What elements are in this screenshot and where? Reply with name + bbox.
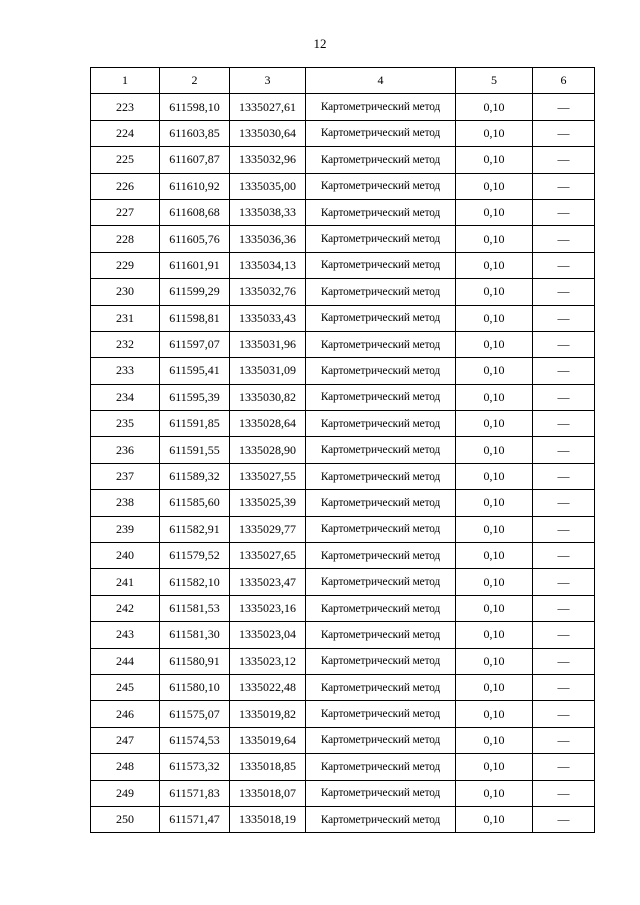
table-row [91, 806, 595, 832]
table-row [91, 463, 595, 489]
accuracy-cell: 0,10 [456, 437, 533, 463]
x-coordinate-cell: 611571,47 [160, 806, 230, 832]
y-coordinate-cell: 1335019,64 [230, 727, 306, 753]
notes-cell: — [533, 279, 595, 305]
column-header-6: 6 [533, 68, 595, 94]
column-header-2: 2 [160, 68, 230, 94]
y-coordinate-cell: 1335032,76 [230, 279, 306, 305]
y-coordinate-cell: 1335018,85 [230, 754, 306, 780]
method-cell: Картометрический метод [306, 173, 456, 199]
y-coordinate-cell: 1335032,96 [230, 147, 306, 173]
notes-cell: — [533, 173, 595, 199]
y-coordinate-cell: 1335035,00 [230, 173, 306, 199]
x-coordinate-cell: 611574,53 [160, 727, 230, 753]
table-row [91, 384, 595, 410]
method-cell: Картометрический метод [306, 252, 456, 278]
point-number-cell: 232 [91, 331, 160, 357]
notes-cell: — [533, 674, 595, 700]
accuracy-cell: 0,10 [456, 279, 533, 305]
accuracy-cell: 0,10 [456, 543, 533, 569]
table-row [91, 279, 595, 305]
method-cell: Картометрический метод [306, 384, 456, 410]
accuracy-cell: 0,10 [456, 569, 533, 595]
notes-cell: — [533, 358, 595, 384]
x-coordinate-cell: 611597,07 [160, 331, 230, 357]
notes-cell: — [533, 727, 595, 753]
x-coordinate-cell: 611580,10 [160, 674, 230, 700]
y-coordinate-cell: 1335022,48 [230, 674, 306, 700]
table-row [91, 569, 595, 595]
y-coordinate-cell: 1335031,96 [230, 331, 306, 357]
table-row [91, 226, 595, 252]
y-coordinate-cell: 1335027,61 [230, 94, 306, 120]
point-number-cell: 229 [91, 252, 160, 278]
method-cell: Картометрический метод [306, 437, 456, 463]
notes-cell: — [533, 331, 595, 357]
column-header-4: 4 [306, 68, 456, 94]
x-coordinate-cell: 611603,85 [160, 120, 230, 146]
table-row [91, 411, 595, 437]
notes-cell: — [533, 516, 595, 542]
table-row [91, 120, 595, 146]
notes-cell: — [533, 411, 595, 437]
page-number: 12 [313, 36, 327, 51]
notes-cell: — [533, 199, 595, 225]
table-row [91, 437, 595, 463]
notes-cell: — [533, 701, 595, 727]
y-coordinate-cell: 1335029,77 [230, 516, 306, 542]
table-row [91, 305, 595, 331]
method-cell: Картометрический метод [306, 780, 456, 806]
notes-cell: — [533, 147, 595, 173]
accuracy-cell: 0,10 [456, 384, 533, 410]
point-number-cell: 230 [91, 279, 160, 305]
method-cell: Картометрический метод [306, 516, 456, 542]
y-coordinate-cell: 1335038,33 [230, 199, 306, 225]
point-number-cell: 244 [91, 648, 160, 674]
table-header [91, 68, 595, 94]
x-coordinate-cell: 611610,92 [160, 173, 230, 199]
x-coordinate-cell: 611608,68 [160, 199, 230, 225]
notes-cell: — [533, 622, 595, 648]
accuracy-cell: 0,10 [456, 806, 533, 832]
table-body [91, 94, 595, 833]
point-number-cell: 246 [91, 701, 160, 727]
x-coordinate-cell: 611579,52 [160, 543, 230, 569]
method-cell: Картометрический метод [306, 622, 456, 648]
accuracy-cell: 0,10 [456, 147, 533, 173]
y-coordinate-cell: 1335034,13 [230, 252, 306, 278]
table-row [91, 727, 595, 753]
point-number-cell: 223 [91, 94, 160, 120]
point-number-cell: 225 [91, 147, 160, 173]
method-cell: Картометрический метод [306, 463, 456, 489]
point-number-cell: 247 [91, 727, 160, 753]
table-row [91, 147, 595, 173]
method-cell: Картометрический метод [306, 727, 456, 753]
method-cell: Картометрический метод [306, 279, 456, 305]
accuracy-cell: 0,10 [456, 199, 533, 225]
notes-cell: — [533, 754, 595, 780]
y-coordinate-cell: 1335028,90 [230, 437, 306, 463]
method-cell: Картометрический метод [306, 411, 456, 437]
point-number-cell: 238 [91, 490, 160, 516]
method-cell: Картометрический метод [306, 147, 456, 173]
method-cell: Картометрический метод [306, 490, 456, 516]
point-number-cell: 243 [91, 622, 160, 648]
accuracy-cell: 0,10 [456, 120, 533, 146]
notes-cell: — [533, 94, 595, 120]
column-header-3: 3 [230, 68, 306, 94]
y-coordinate-cell: 1335023,47 [230, 569, 306, 595]
x-coordinate-cell: 611582,10 [160, 569, 230, 595]
notes-cell: — [533, 437, 595, 463]
method-cell: Картометрический метод [306, 543, 456, 569]
y-coordinate-cell: 1335018,19 [230, 806, 306, 832]
point-number-cell: 242 [91, 595, 160, 621]
x-coordinate-cell: 611573,32 [160, 754, 230, 780]
point-number-cell: 250 [91, 806, 160, 832]
y-coordinate-cell: 1335023,12 [230, 648, 306, 674]
method-cell: Картометрический метод [306, 199, 456, 225]
method-cell: Картометрический метод [306, 331, 456, 357]
point-number-cell: 236 [91, 437, 160, 463]
method-cell: Картометрический метод [306, 120, 456, 146]
y-coordinate-cell: 1335033,43 [230, 305, 306, 331]
point-number-cell: 228 [91, 226, 160, 252]
notes-cell: — [533, 305, 595, 331]
x-coordinate-cell: 611595,41 [160, 358, 230, 384]
accuracy-cell: 0,10 [456, 305, 533, 331]
x-coordinate-cell: 611599,29 [160, 279, 230, 305]
accuracy-cell: 0,10 [456, 94, 533, 120]
accuracy-cell: 0,10 [456, 463, 533, 489]
method-cell: Картометрический метод [306, 94, 456, 120]
notes-cell: — [533, 226, 595, 252]
accuracy-cell: 0,10 [456, 516, 533, 542]
x-coordinate-cell: 611580,91 [160, 648, 230, 674]
notes-cell: — [533, 595, 595, 621]
notes-cell: — [533, 490, 595, 516]
method-cell: Картометрический метод [306, 754, 456, 780]
table-row [91, 622, 595, 648]
x-coordinate-cell: 611571,83 [160, 780, 230, 806]
column-header-1: 1 [91, 68, 160, 94]
y-coordinate-cell: 1335031,09 [230, 358, 306, 384]
x-coordinate-cell: 611591,85 [160, 411, 230, 437]
y-coordinate-cell: 1335023,04 [230, 622, 306, 648]
point-number-cell: 241 [91, 569, 160, 595]
x-coordinate-cell: 611591,55 [160, 437, 230, 463]
y-coordinate-cell: 1335018,07 [230, 780, 306, 806]
x-coordinate-cell: 611601,91 [160, 252, 230, 278]
point-number-cell: 235 [91, 411, 160, 437]
table-row [91, 701, 595, 727]
accuracy-cell: 0,10 [456, 252, 533, 278]
x-coordinate-cell: 611605,76 [160, 226, 230, 252]
point-number-cell: 233 [91, 358, 160, 384]
accuracy-cell: 0,10 [456, 674, 533, 700]
table-row [91, 94, 595, 120]
notes-cell: — [533, 569, 595, 595]
notes-cell: — [533, 780, 595, 806]
accuracy-cell: 0,10 [456, 358, 533, 384]
x-coordinate-cell: 611581,53 [160, 595, 230, 621]
x-coordinate-cell: 611575,07 [160, 701, 230, 727]
x-coordinate-cell: 611598,10 [160, 94, 230, 120]
table-row [91, 543, 595, 569]
table-row [91, 780, 595, 806]
y-coordinate-cell: 1335027,65 [230, 543, 306, 569]
table-row [91, 490, 595, 516]
table-row [91, 674, 595, 700]
method-cell: Картометрический метод [306, 806, 456, 832]
point-number-cell: 237 [91, 463, 160, 489]
y-coordinate-cell: 1335027,55 [230, 463, 306, 489]
x-coordinate-cell: 611589,32 [160, 463, 230, 489]
accuracy-cell: 0,10 [456, 701, 533, 727]
y-coordinate-cell: 1335036,36 [230, 226, 306, 252]
accuracy-cell: 0,10 [456, 411, 533, 437]
accuracy-cell: 0,10 [456, 754, 533, 780]
x-coordinate-cell: 611598,81 [160, 305, 230, 331]
table-row [91, 331, 595, 357]
x-coordinate-cell: 611585,60 [160, 490, 230, 516]
y-coordinate-cell: 1335023,16 [230, 595, 306, 621]
accuracy-cell: 0,10 [456, 727, 533, 753]
method-cell: Картометрический метод [306, 648, 456, 674]
notes-cell: — [533, 543, 595, 569]
y-coordinate-cell: 1335025,39 [230, 490, 306, 516]
point-number-cell: 227 [91, 199, 160, 225]
y-coordinate-cell: 1335030,64 [230, 120, 306, 146]
table-row [91, 252, 595, 278]
method-cell: Картометрический метод [306, 358, 456, 384]
column-header-5: 5 [456, 68, 533, 94]
x-coordinate-cell: 611607,87 [160, 147, 230, 173]
method-cell: Картометрический метод [306, 226, 456, 252]
notes-cell: — [533, 252, 595, 278]
accuracy-cell: 0,10 [456, 490, 533, 516]
coordinates-table [90, 67, 595, 833]
y-coordinate-cell: 1335028,64 [230, 411, 306, 437]
accuracy-cell: 0,10 [456, 648, 533, 674]
x-coordinate-cell: 611581,30 [160, 622, 230, 648]
method-cell: Картометрический метод [306, 701, 456, 727]
accuracy-cell: 0,10 [456, 331, 533, 357]
table-row [91, 516, 595, 542]
accuracy-cell: 0,10 [456, 622, 533, 648]
notes-cell: — [533, 384, 595, 410]
point-number-cell: 226 [91, 173, 160, 199]
accuracy-cell: 0,10 [456, 226, 533, 252]
method-cell: Картометрический метод [306, 569, 456, 595]
point-number-cell: 239 [91, 516, 160, 542]
table-row [91, 173, 595, 199]
point-number-cell: 224 [91, 120, 160, 146]
method-cell: Картометрический метод [306, 305, 456, 331]
notes-cell: — [533, 120, 595, 146]
point-number-cell: 240 [91, 543, 160, 569]
method-cell: Картометрический метод [306, 674, 456, 700]
x-coordinate-cell: 611582,91 [160, 516, 230, 542]
point-number-cell: 245 [91, 674, 160, 700]
x-coordinate-cell: 611595,39 [160, 384, 230, 410]
table-row [91, 199, 595, 225]
point-number-cell: 234 [91, 384, 160, 410]
accuracy-cell: 0,10 [456, 780, 533, 806]
accuracy-cell: 0,10 [456, 173, 533, 199]
notes-cell: — [533, 463, 595, 489]
accuracy-cell: 0,10 [456, 595, 533, 621]
table-row [91, 595, 595, 621]
notes-cell: — [533, 806, 595, 832]
y-coordinate-cell: 1335019,82 [230, 701, 306, 727]
point-number-cell: 248 [91, 754, 160, 780]
table-row [91, 648, 595, 674]
point-number-cell: 231 [91, 305, 160, 331]
table-row [91, 754, 595, 780]
table-row [91, 358, 595, 384]
header-row [91, 68, 595, 94]
notes-cell: — [533, 648, 595, 674]
y-coordinate-cell: 1335030,82 [230, 384, 306, 410]
point-number-cell: 249 [91, 780, 160, 806]
method-cell: Картометрический метод [306, 595, 456, 621]
